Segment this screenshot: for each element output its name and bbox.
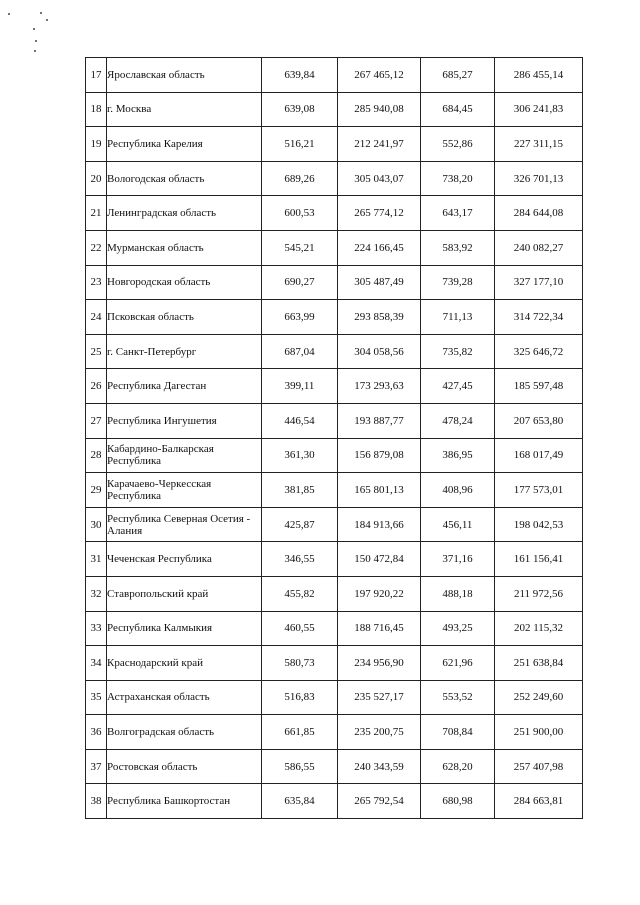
value-2-cell bbox=[338, 507, 421, 542]
row-number-cell bbox=[86, 542, 107, 577]
region-name-cell bbox=[107, 749, 262, 784]
value-4: 326 701,13 bbox=[513, 172, 564, 185]
region-name-cell bbox=[107, 542, 262, 577]
value-2-cell bbox=[338, 369, 421, 404]
value-1-cell bbox=[262, 646, 338, 681]
value-1-cell bbox=[262, 542, 338, 577]
value-3: 684,45 bbox=[442, 103, 473, 116]
value-2-cell bbox=[338, 403, 421, 438]
table-row bbox=[86, 715, 583, 750]
region-name-cell bbox=[107, 576, 262, 611]
value-1: 690,27 bbox=[284, 276, 315, 289]
row-number: 33 bbox=[90, 622, 102, 635]
table-row bbox=[86, 507, 583, 542]
value-2: 212 241,97 bbox=[354, 137, 404, 150]
value-4-cell bbox=[495, 680, 583, 715]
value-4-cell bbox=[495, 473, 583, 508]
row-number: 31 bbox=[90, 553, 102, 566]
value-1-cell bbox=[262, 507, 338, 542]
value-2: 165 801,13 bbox=[354, 483, 404, 496]
value-2-cell bbox=[338, 646, 421, 681]
row-number-cell bbox=[86, 92, 107, 127]
value-3-cell bbox=[421, 611, 495, 646]
value-3-cell bbox=[421, 58, 495, 93]
value-1: 516,83 bbox=[284, 691, 315, 704]
region-name: Республика Башкортостан bbox=[107, 795, 231, 808]
row-number-cell bbox=[86, 58, 107, 93]
value-2: 156 879,08 bbox=[354, 449, 404, 462]
region-name-cell bbox=[107, 161, 262, 196]
value-1-cell bbox=[262, 403, 338, 438]
value-1: 455,82 bbox=[284, 587, 315, 600]
value-4: 177 573,01 bbox=[513, 483, 564, 496]
region-name: Мурманская область bbox=[107, 241, 204, 254]
table-row bbox=[86, 265, 583, 300]
value-4-cell bbox=[495, 438, 583, 473]
value-2: 240 343,59 bbox=[354, 760, 404, 773]
value-4: 314 722,34 bbox=[513, 310, 564, 323]
value-3: 493,25 bbox=[442, 622, 473, 635]
region-name-cell bbox=[107, 680, 262, 715]
region-name-cell bbox=[107, 58, 262, 93]
value-1-cell bbox=[262, 749, 338, 784]
value-4-cell bbox=[495, 749, 583, 784]
value-2: 293 858,39 bbox=[354, 310, 404, 323]
value-2-cell bbox=[338, 473, 421, 508]
value-1: 580,73 bbox=[284, 656, 315, 669]
value-3: 643,17 bbox=[442, 207, 473, 220]
value-1: 586,55 bbox=[284, 760, 315, 773]
table-row bbox=[86, 473, 583, 508]
value-2-cell bbox=[338, 230, 421, 265]
value-3: 456,11 bbox=[442, 518, 473, 531]
value-4: 161 156,41 bbox=[513, 553, 564, 566]
region-name-cell bbox=[107, 230, 262, 265]
value-2-cell bbox=[338, 334, 421, 369]
row-number-cell bbox=[86, 611, 107, 646]
value-4-cell bbox=[495, 403, 583, 438]
value-3-cell bbox=[421, 196, 495, 231]
row-number: 30 bbox=[90, 518, 102, 531]
region-name: Республика Северная Осетия - Алания bbox=[107, 512, 251, 537]
value-4-cell bbox=[495, 576, 583, 611]
row-number: 22 bbox=[90, 241, 102, 254]
value-4-cell bbox=[495, 161, 583, 196]
value-2: 173 293,63 bbox=[354, 380, 404, 393]
value-4: 325 646,72 bbox=[513, 345, 564, 358]
value-4: 185 597,48 bbox=[513, 380, 564, 393]
value-1: 446,54 bbox=[284, 414, 315, 427]
value-3: 685,27 bbox=[442, 68, 473, 81]
region-name: Республика Дагестан bbox=[107, 380, 207, 393]
table-row bbox=[86, 58, 583, 93]
row-number: 18 bbox=[90, 103, 102, 116]
value-2: 265 792,54 bbox=[354, 795, 404, 808]
value-4-cell bbox=[495, 646, 583, 681]
table-row bbox=[86, 680, 583, 715]
value-2: 235 200,75 bbox=[354, 726, 404, 739]
value-4: 207 653,80 bbox=[513, 414, 564, 427]
value-3: 552,86 bbox=[442, 137, 473, 150]
value-3: 680,98 bbox=[442, 795, 473, 808]
value-1: 635,84 bbox=[284, 795, 315, 808]
value-3-cell bbox=[421, 507, 495, 542]
table-row bbox=[86, 576, 583, 611]
row-number: 36 bbox=[90, 726, 102, 739]
table-row bbox=[86, 196, 583, 231]
row-number-cell bbox=[86, 438, 107, 473]
value-4-cell bbox=[495, 542, 583, 577]
value-2: 305 043,07 bbox=[354, 172, 404, 185]
region-name-cell bbox=[107, 646, 262, 681]
value-2-cell bbox=[338, 58, 421, 93]
value-4-cell bbox=[495, 507, 583, 542]
value-3: 711,13 bbox=[442, 310, 473, 323]
value-4: 251 638,84 bbox=[513, 656, 564, 669]
value-2-cell bbox=[338, 127, 421, 162]
value-4: 252 249,60 bbox=[513, 691, 564, 704]
value-4-cell bbox=[495, 58, 583, 93]
region-name-cell bbox=[107, 127, 262, 162]
value-3-cell bbox=[421, 680, 495, 715]
value-3-cell bbox=[421, 300, 495, 335]
value-1-cell bbox=[262, 715, 338, 750]
value-4: 327 177,10 bbox=[513, 276, 564, 289]
row-number-cell bbox=[86, 403, 107, 438]
value-3: 735,82 bbox=[442, 345, 473, 358]
row-number: 19 bbox=[90, 137, 102, 150]
region-name: Псковская область bbox=[107, 310, 194, 323]
value-4: 257 407,98 bbox=[513, 760, 564, 773]
region-name: Ставропольский край bbox=[107, 587, 209, 600]
value-3-cell bbox=[421, 334, 495, 369]
value-1: 399,11 bbox=[284, 380, 315, 393]
row-number: 32 bbox=[90, 587, 102, 600]
value-2-cell bbox=[338, 784, 421, 819]
value-1-cell bbox=[262, 161, 338, 196]
row-number: 20 bbox=[90, 172, 102, 185]
value-3: 628,20 bbox=[442, 760, 473, 773]
row-number: 26 bbox=[90, 380, 102, 393]
row-number: 17 bbox=[90, 68, 102, 81]
row-number: 38 bbox=[90, 795, 102, 808]
row-number-cell bbox=[86, 646, 107, 681]
row-number-cell bbox=[86, 507, 107, 542]
region-name-cell bbox=[107, 611, 262, 646]
row-number: 27 bbox=[90, 414, 102, 427]
value-4: 198 042,53 bbox=[513, 518, 564, 531]
value-2-cell bbox=[338, 265, 421, 300]
value-1: 425,87 bbox=[284, 518, 315, 531]
row-number: 21 bbox=[90, 207, 102, 220]
table-row bbox=[86, 127, 583, 162]
value-2-cell bbox=[338, 542, 421, 577]
value-3-cell bbox=[421, 473, 495, 508]
value-3-cell bbox=[421, 749, 495, 784]
row-number-cell bbox=[86, 473, 107, 508]
value-3-cell bbox=[421, 784, 495, 819]
value-1-cell bbox=[262, 611, 338, 646]
value-2: 184 913,66 bbox=[354, 518, 404, 531]
value-1-cell bbox=[262, 438, 338, 473]
value-3-cell bbox=[421, 542, 495, 577]
value-2-cell bbox=[338, 749, 421, 784]
value-1-cell bbox=[262, 196, 338, 231]
value-2-cell bbox=[338, 715, 421, 750]
row-number: 29 bbox=[90, 483, 102, 496]
value-1: 600,53 bbox=[284, 207, 315, 220]
value-1-cell bbox=[262, 265, 338, 300]
value-2-cell bbox=[338, 161, 421, 196]
value-4: 284 663,81 bbox=[513, 795, 564, 808]
value-3: 708,84 bbox=[442, 726, 473, 739]
value-1-cell bbox=[262, 576, 338, 611]
value-1: 639,84 bbox=[284, 68, 315, 81]
value-3: 583,92 bbox=[442, 241, 473, 254]
value-3: 371,16 bbox=[442, 553, 473, 566]
value-2-cell bbox=[338, 92, 421, 127]
row-number-cell bbox=[86, 784, 107, 819]
row-number-cell bbox=[86, 369, 107, 404]
region-name-cell bbox=[107, 92, 262, 127]
value-1: 361,30 bbox=[284, 449, 315, 462]
row-number-cell bbox=[86, 576, 107, 611]
value-4: 251 900,00 bbox=[513, 726, 564, 739]
value-4: 306 241,83 bbox=[513, 103, 564, 116]
value-2-cell bbox=[338, 680, 421, 715]
value-1-cell bbox=[262, 369, 338, 404]
value-3: 386,95 bbox=[442, 449, 473, 462]
row-number: 25 bbox=[90, 345, 102, 358]
value-4-cell bbox=[495, 127, 583, 162]
value-3-cell bbox=[421, 438, 495, 473]
region-name-cell bbox=[107, 369, 262, 404]
region-name: Новгородская область bbox=[107, 276, 211, 289]
row-number-cell bbox=[86, 334, 107, 369]
value-2-cell bbox=[338, 576, 421, 611]
region-name: Карачаево-Черкесская Республика bbox=[107, 477, 212, 502]
table-row bbox=[86, 300, 583, 335]
value-2: 305 487,49 bbox=[354, 276, 404, 289]
table-row bbox=[86, 542, 583, 577]
row-number-cell bbox=[86, 265, 107, 300]
value-2: 285 940,08 bbox=[354, 103, 404, 116]
value-3-cell bbox=[421, 127, 495, 162]
region-name-cell bbox=[107, 784, 262, 819]
row-number: 35 bbox=[90, 691, 102, 704]
value-2: 267 465,12 bbox=[354, 68, 404, 81]
value-1-cell bbox=[262, 92, 338, 127]
region-name-cell bbox=[107, 438, 262, 473]
value-2-cell bbox=[338, 300, 421, 335]
value-2: 234 956,90 bbox=[354, 656, 404, 669]
region-name: Республика Ингушетия bbox=[107, 414, 217, 427]
value-2: 188 716,45 bbox=[354, 622, 404, 635]
table-body bbox=[86, 58, 583, 819]
region-name: Краснодарский край bbox=[107, 656, 204, 669]
value-4: 211 972,56 bbox=[513, 587, 564, 600]
value-1-cell bbox=[262, 300, 338, 335]
value-3: 478,24 bbox=[442, 414, 473, 427]
value-1-cell bbox=[262, 473, 338, 508]
region-name-cell bbox=[107, 196, 262, 231]
region-name: г. Санкт-Петербург bbox=[107, 345, 197, 358]
region-name-cell bbox=[107, 403, 262, 438]
value-1: 689,26 bbox=[284, 172, 315, 185]
value-4-cell bbox=[495, 784, 583, 819]
scan-specks bbox=[0, 0, 60, 60]
region-name: Республика Калмыкия bbox=[107, 622, 213, 635]
region-name: Ростовская область bbox=[107, 760, 198, 773]
region-name: Астраханская область bbox=[107, 691, 210, 704]
value-2: 150 472,84 bbox=[354, 553, 404, 566]
value-4-cell bbox=[495, 715, 583, 750]
row-number-cell bbox=[86, 230, 107, 265]
value-3-cell bbox=[421, 369, 495, 404]
table-row bbox=[86, 438, 583, 473]
value-1-cell bbox=[262, 58, 338, 93]
row-number-cell bbox=[86, 715, 107, 750]
value-3: 739,28 bbox=[442, 276, 473, 289]
value-4: 168 017,49 bbox=[513, 449, 564, 462]
value-3: 408,96 bbox=[442, 483, 473, 496]
row-number: 37 bbox=[90, 760, 102, 773]
value-1-cell bbox=[262, 680, 338, 715]
value-1: 663,99 bbox=[284, 310, 315, 323]
value-3: 621,96 bbox=[442, 656, 473, 669]
table-row bbox=[86, 92, 583, 127]
value-1-cell bbox=[262, 127, 338, 162]
value-4-cell bbox=[495, 300, 583, 335]
region-name-cell bbox=[107, 334, 262, 369]
value-3-cell bbox=[421, 230, 495, 265]
value-2-cell bbox=[338, 196, 421, 231]
value-4: 227 311,15 bbox=[513, 137, 564, 150]
table-row bbox=[86, 369, 583, 404]
value-2: 304 058,56 bbox=[354, 345, 404, 358]
value-3: 427,45 bbox=[442, 380, 473, 393]
region-name: Ленинградская область bbox=[107, 207, 217, 220]
value-2-cell bbox=[338, 438, 421, 473]
value-1: 346,55 bbox=[284, 553, 315, 566]
table-row bbox=[86, 749, 583, 784]
row-number-cell bbox=[86, 680, 107, 715]
value-4-cell bbox=[495, 230, 583, 265]
value-2: 197 920,22 bbox=[354, 587, 404, 600]
value-2: 224 166,45 bbox=[354, 241, 404, 254]
table-row bbox=[86, 646, 583, 681]
table-row bbox=[86, 403, 583, 438]
value-3-cell bbox=[421, 161, 495, 196]
value-1: 639,08 bbox=[284, 103, 315, 116]
value-3-cell bbox=[421, 265, 495, 300]
row-number-cell bbox=[86, 300, 107, 335]
value-3: 488,18 bbox=[442, 587, 473, 600]
row-number: 24 bbox=[90, 310, 102, 323]
value-1-cell bbox=[262, 334, 338, 369]
region-name: Волгоградская область bbox=[107, 726, 215, 739]
value-1: 516,21 bbox=[284, 137, 315, 150]
region-name: Кабардино-Балкарская Республика bbox=[107, 443, 214, 468]
region-name-cell bbox=[107, 265, 262, 300]
table-row bbox=[86, 230, 583, 265]
row-number: 23 bbox=[90, 276, 102, 289]
value-3-cell bbox=[421, 92, 495, 127]
value-4-cell bbox=[495, 92, 583, 127]
table-row bbox=[86, 784, 583, 819]
table-row bbox=[86, 161, 583, 196]
value-1: 381,85 bbox=[284, 483, 315, 496]
value-1: 460,55 bbox=[284, 622, 315, 635]
table-row bbox=[86, 334, 583, 369]
value-1-cell bbox=[262, 784, 338, 819]
row-number: 34 bbox=[90, 656, 102, 669]
region-name: Вологодская область bbox=[107, 172, 205, 185]
value-1-cell bbox=[262, 230, 338, 265]
region-name: г. Москва bbox=[107, 103, 152, 116]
region-name: Чеченская Республика bbox=[107, 553, 212, 566]
row-number-cell bbox=[86, 161, 107, 196]
value-2: 193 887,77 bbox=[354, 414, 404, 427]
row-number: 28 bbox=[90, 449, 102, 462]
value-2: 265 774,12 bbox=[354, 207, 404, 220]
row-number-cell bbox=[86, 196, 107, 231]
value-3: 738,20 bbox=[442, 172, 473, 185]
value-4: 284 644,08 bbox=[513, 207, 564, 220]
value-4-cell bbox=[495, 611, 583, 646]
region-name-cell bbox=[107, 507, 262, 542]
value-4: 240 082,27 bbox=[513, 241, 564, 254]
value-4-cell bbox=[495, 196, 583, 231]
value-1: 661,85 bbox=[284, 726, 315, 739]
region-name-cell bbox=[107, 473, 262, 508]
value-1: 545,21 bbox=[284, 241, 315, 254]
row-number-cell bbox=[86, 749, 107, 784]
table-row bbox=[86, 611, 583, 646]
value-3-cell bbox=[421, 403, 495, 438]
regions-table bbox=[85, 57, 583, 819]
value-2-cell bbox=[338, 611, 421, 646]
region-name: Ярославская область bbox=[107, 68, 205, 81]
value-3-cell bbox=[421, 646, 495, 681]
region-name: Республика Карелия bbox=[107, 137, 203, 150]
value-4: 286 455,14 bbox=[513, 68, 564, 81]
value-3: 553,52 bbox=[442, 691, 473, 704]
value-4-cell bbox=[495, 369, 583, 404]
value-4-cell bbox=[495, 334, 583, 369]
region-name-cell bbox=[107, 715, 262, 750]
value-2: 235 527,17 bbox=[354, 691, 404, 704]
value-1: 687,04 bbox=[284, 345, 315, 358]
value-4-cell bbox=[495, 265, 583, 300]
value-3-cell bbox=[421, 715, 495, 750]
value-3-cell bbox=[421, 576, 495, 611]
region-name-cell bbox=[107, 300, 262, 335]
row-number-cell bbox=[86, 127, 107, 162]
value-4: 202 115,32 bbox=[513, 622, 564, 635]
